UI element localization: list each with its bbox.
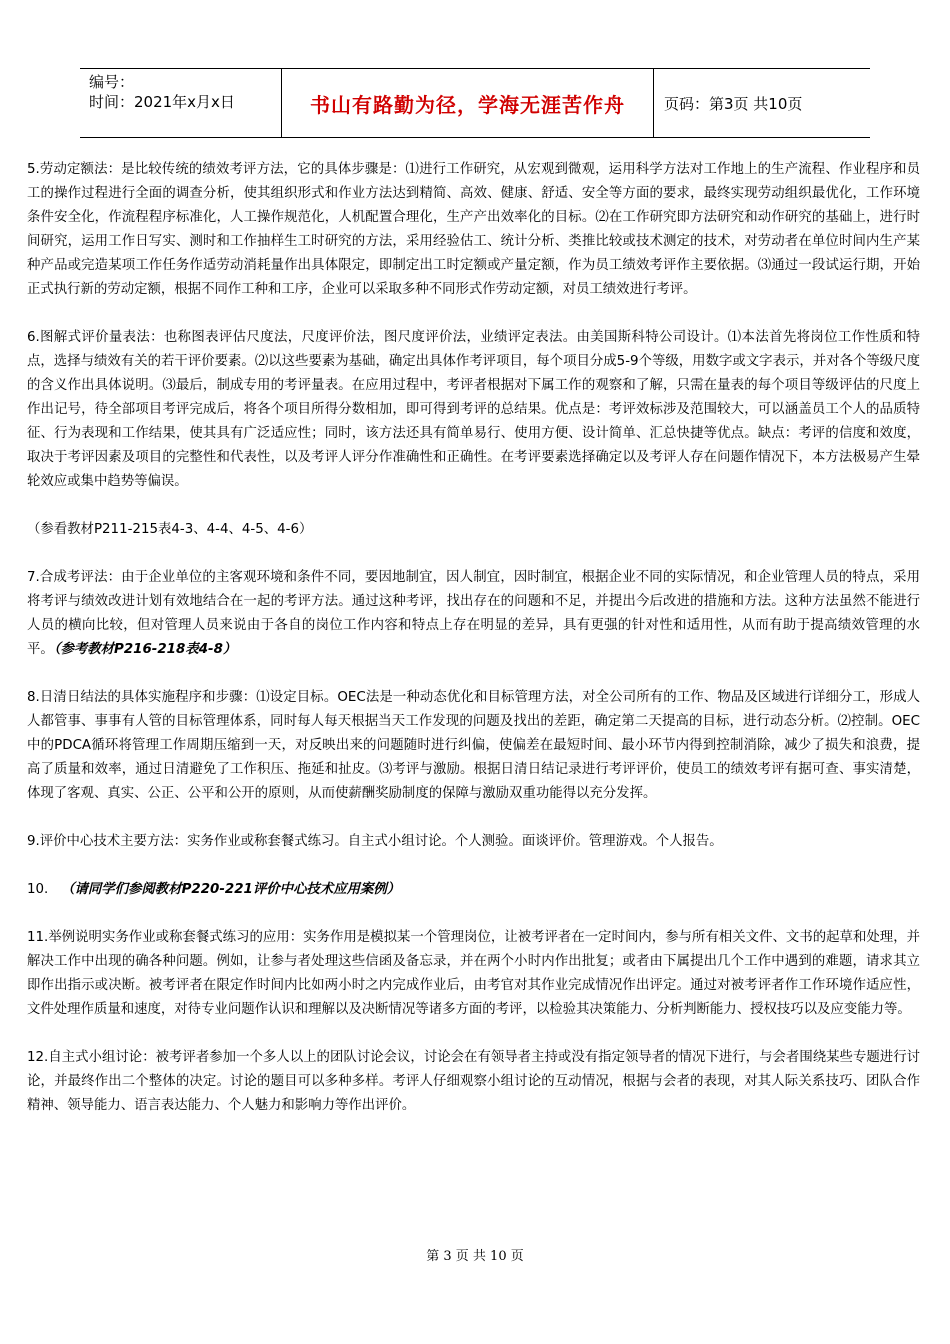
paragraph-9: 9.评价中心技术主要方法：实务作业或称套餐式练习。自主式小组讨论。个人测验。面谈评价。管理游戏。个人报告。 bbox=[27, 834, 723, 849]
paragraph-7: 7.合成考评法：由于企业单位的主客观环境和条件不同，要因地制宜，因人制宜，因时制宜，根据企业不同的实际情况，和企业管理人员的特点，采用将考评与绩效改进计划有效地结合在一起的考评方法。通过这种考评，找出存在的问题和不足，并提出今后改进的措施和方法。这种方法虽然不能进行人员的横向比较，但对管理人员来说由于各自的岗位工作内容和特点上存在明显的差异，具有更强的针对性和适用性，从而有助于提高绩效管理的水平。（参考教材P216-218表4-8） bbox=[27, 570, 920, 657]
reference-emphasis: （参考教材P216-218表4-8） bbox=[53, 642, 237, 657]
doc-number-label: 编号： bbox=[89, 73, 135, 91]
header-info bbox=[80, 69, 282, 137]
paragraph-11: 11.举例说明实务作业或称套餐式练习的应用：实务作用是模拟某一个管理岗位，让被考评者在一定时间内，参与所有相关文件、文书的起草和处理，并解决工作中出现的确各种问题。例如，让参与者处理这些信函及备忘录，并在两个小时内作出批复；或者由下属提出几个工作中遇到的难题，请求其立即作出指示或决断。被考评者在限定作时间内比如两小时之内完成作业后，由考官对其作业完成情况作出评定。通过对被考评者作工作环境作适应性，文件处理作质量和速度，对待专业问题作认识和理解以及决断情况等诸多方面的考评，以检验其决策能力、分析判断能力、授权技巧以及应变能力等。 bbox=[27, 930, 920, 1017]
page-header bbox=[80, 68, 870, 138]
document-body bbox=[27, 158, 920, 1142]
paragraph-5: 5.劳动定额法：是比较传统的绩效考评方法，它的具体步骤是：⑴进行工作研究，从宏观到微观，运用科学方法对工作地上的生产流程、作业程序和员工的操作过程进行全面的调查分析，使其组织形式和作业方法达到精简、高效、健康、舒适、安全等方面的要求，最终实现劳动组织最优化，工作环境条件安全化，作流程程序标准化，人工操作规范化，人机配置合理化，生产产出效率化的目标。⑵在工作研究即方法研究和动作研究的基础上，进行时间研究，运用工作日写实、测时和工作抽样生工时研究的方法，采用经验估工、统计分析、类推比较或技术测定的技术，对劳动者在单位时间内生产某种产品或完造某项工作任务作适劳动消耗量作出具体限定，即制定出工时定额或产量定额，作为员工绩效考评作主要依据。⑶通过一段试运行期，开始正式执行新的劳动定额，根据不同作工种和工序，企业可以采取多种不同形式作劳动定额，对员工绩效进行考评。 bbox=[27, 162, 920, 297]
reference-emphasis: （请同学们参阅教材P220-221评价中心技术应用案例） bbox=[61, 882, 401, 897]
reference-note: （参看教材P211-215表4-3、4-4、4-5、4-6） bbox=[27, 522, 313, 537]
paragraph-8: 8.日清日结法的具体实施程序和步骤：⑴设定目标。OEC法是一种动态优化和目标管理方法，对全公司所有的工作、物品及区域进行详细分工，形成人人都管事、事事有人管的目标管理体系，同时每人每天根据当天工作发现的问题及找出的差距，确定第二天提高的目标，进行动态分析。⑵控制。OEC中的PDCA循环将管理工作周期压缩到一天，对反映出来的问题随时进行纠偏，使偏差在最短时间、最小环节内得到控制消除，减少了损失和浪费，提高了质量和效率，通过日清避免了工作积压、拖延和扯皮。⑶考评与激励。根据日清日结记录进行考评评价，使员工的绩效考评有据可查、事实清楚，体现了客观、真实、公正、公平和公开的原则，从而使薪酬奖励制度的保障与激励双重功能得以充分发挥。 bbox=[27, 690, 920, 801]
paragraph-12: 12.自主式小组讨论：被考评者参加一个多人以上的团队讨论会议，讨论会在有领导者主持或没有指定领导者的情况下进行，与会者围绕某些专题进行讨论，并最终作出二个整体的决定。讨论的题目可以多种多样。考评人仔细观察小组讨论的互动情况，根据与会者的表现，对其人际关系技巧、团队合作精神、领导能力、语言表达能力、个人魅力和影响力等作出评价。 bbox=[27, 1050, 920, 1113]
page-footer: 第 3 页 共 10 页 bbox=[426, 1249, 524, 1264]
header-page-label: 页码：第3页 共10页 bbox=[664, 94, 803, 113]
header-motto: 书山有路勤为径，学海无涯苦作舟 bbox=[282, 69, 654, 137]
doc-time-label: 时间：2021年x月x日 bbox=[89, 93, 235, 111]
paragraph-6: 6.图解式评价量表法：也称图表评估尺度法，尺度评价法，图尺度评价法，业绩评定表法。由美国斯科特公司设计。⑴本法首先将岗位工作性质和特点，选择与绩效有关的若干评价要素。⑵以这些要素为基础，确定出具体作考评项目，每个项目分成5-9个等级，用数字或文字表示，并对各个等级尺度的含义作出具体说明。⑶最后，制成专用的考评量表。在应用过程中，考评者根据对下属工作的观察和了解，只需在量表的每个项目等级评估的尺度上作出记号，待全部项目考评完成后，将各个项目所得分数相加，即可得到考评的总结果。优点是：考评效标涉及范围较大，可以涵盖员工个人的品质特征、行为表现和工作结果，使其具有广泛适应性；同时，该方法还具有简单易行、使用方便、设计简单、汇总快捷等优点。缺点：考评的信度和效度，取决于考评因素及项目的完整性和代表性，以及考评人评分作准确性和正确性。在考评要素选择确定以及考评人存在问题作情况下，本方法极易产生晕轮效应或集中趋势等偏误。 bbox=[27, 330, 920, 489]
paragraph-10: 10. （请同学们参阅教材P220-221评价中心技术应用案例） bbox=[27, 882, 401, 897]
